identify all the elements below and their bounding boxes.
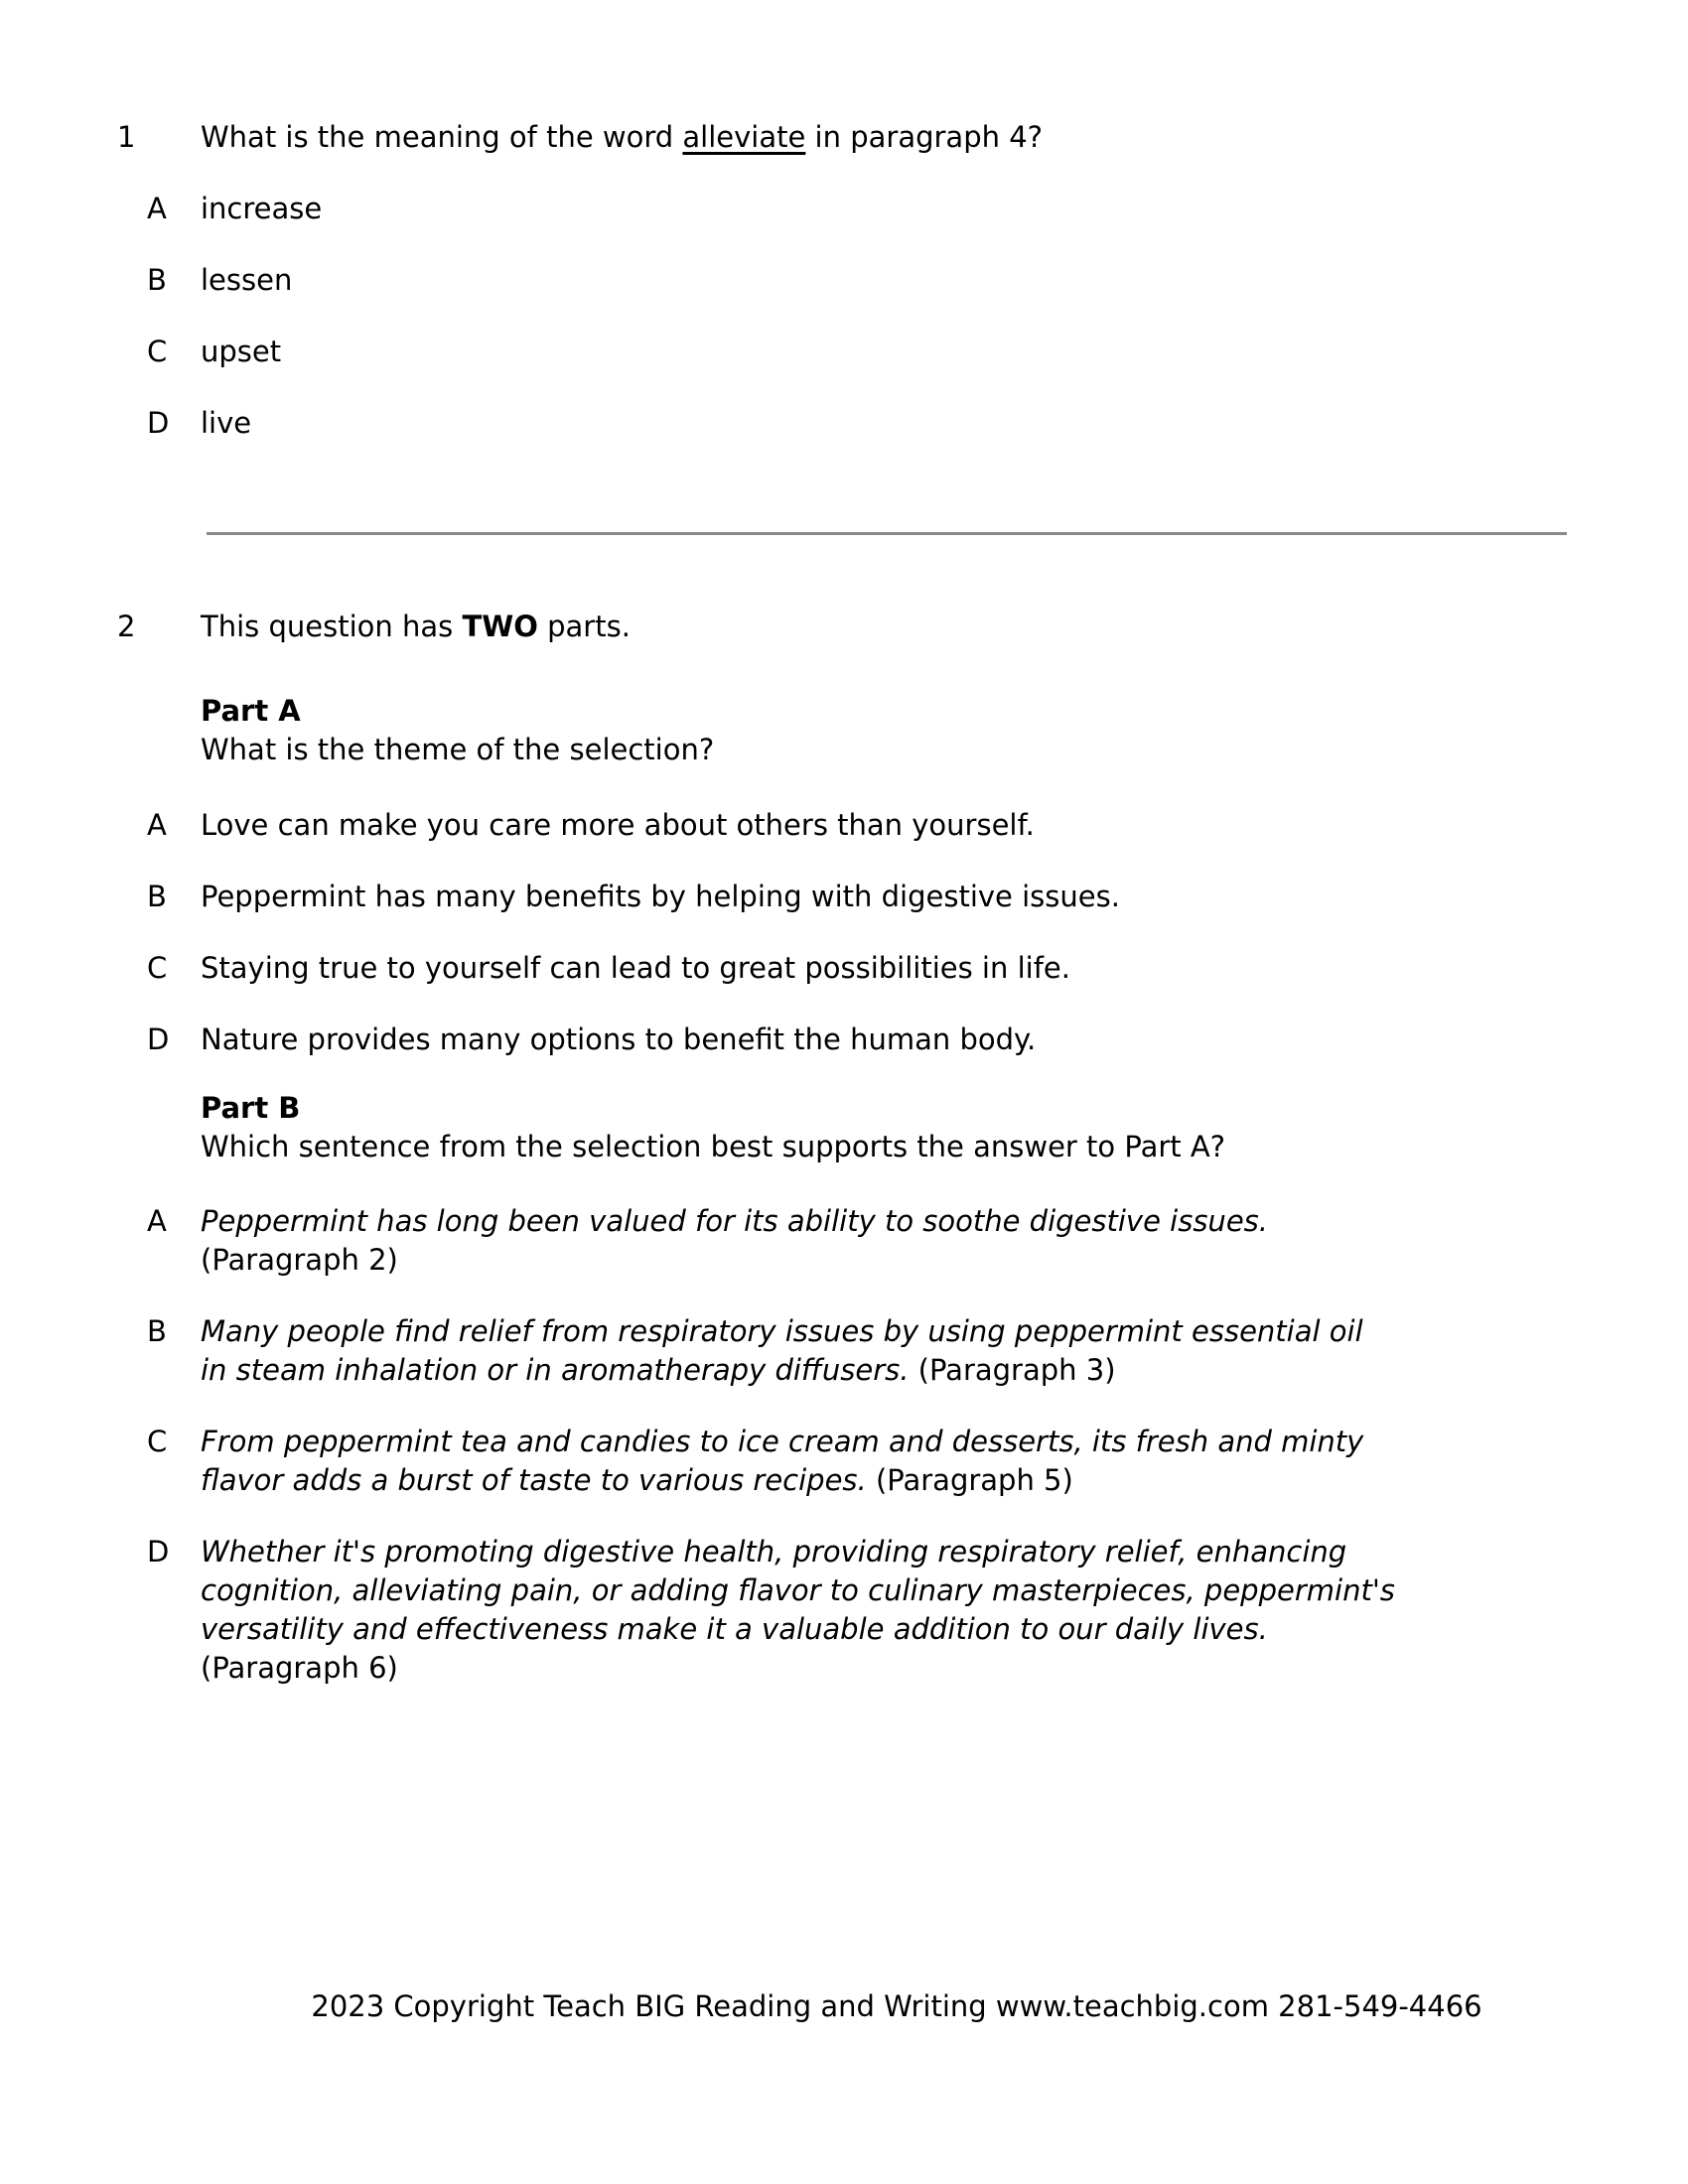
question-1-option-c: [147, 333, 1688, 371]
option-text: lessen: [201, 263, 293, 297]
option-text: Many people find relief from respiratory issues by using peppermint essential oil in steam inhalation or in aromatherapy diffusers. (Paragraph 3): [201, 1314, 1363, 1387]
option-text: Whether it's promoting digestive health, providing respiratory relief, enhancing cognition, alleviating pain, or adding flavor to culinary masterpieces, peppermint's versatility and effectiveness make it a valuable addition to our daily lives. (Paragraph 6): [201, 1535, 1395, 1685]
question-1-option-a: [147, 190, 1688, 228]
option-letter: D: [147, 1023, 170, 1056]
option-letter: A: [147, 808, 167, 842]
option-text: Staying true to yourself can lead to great possibilities in life.: [201, 951, 1070, 985]
question-2-prompt: [201, 608, 631, 646]
option-letter: A: [147, 1204, 167, 1238]
option-letter: C: [147, 335, 168, 368]
question-1-prompt: [201, 118, 1043, 157]
part-b-heading: Part B: [201, 1091, 301, 1125]
option-text: Nature provides many options to benefit the human body.: [201, 1023, 1037, 1056]
part-a-option-a: [147, 806, 1688, 845]
option-text: live: [201, 406, 252, 440]
question-1: [117, 118, 1688, 157]
part-a-option-d: [147, 1021, 1688, 1059]
question-2-prompt-suffix: parts.: [537, 610, 631, 643]
option-text: Love can make you care more about others than yourself.: [201, 808, 1035, 842]
part-a-heading: Part A: [201, 694, 301, 728]
option-text: upset: [201, 335, 282, 368]
option-letter: C: [147, 1425, 168, 1458]
option-letter: A: [147, 192, 167, 225]
option-letter: B: [147, 880, 167, 913]
option-text: Peppermint has long been valued for its ability to soothe digestive issues. (Paragraph 2): [201, 1204, 1268, 1277]
question-1-option-b: [147, 261, 1688, 300]
part-b-option-a: [147, 1202, 1688, 1280]
question-1-underlined-word: alleviate: [682, 120, 806, 154]
copyright-footer: 2023 Copyright Teach BIG Reading and Writing www.teachbig.com 281-549-4466: [311, 1989, 1482, 2023]
question-2-number: 2: [117, 610, 136, 643]
part-a-option-c: [147, 949, 1688, 988]
option-text: increase: [201, 192, 323, 225]
option-text: From peppermint tea and candies to ice cream and desserts, its fresh and minty flavor adds a burst of taste to various recipes. (Paragraph 5): [201, 1425, 1364, 1497]
option-letter: B: [147, 263, 167, 297]
part-a-header: [201, 692, 1688, 769]
part-b-option-c: [147, 1423, 1688, 1500]
option-letter: D: [147, 1535, 170, 1569]
option-letter: B: [147, 1314, 167, 1348]
question-1-number: 1: [117, 120, 136, 154]
option-letter: C: [147, 951, 168, 985]
question-1-option-d: [147, 404, 1688, 443]
part-b-option-b: [147, 1312, 1688, 1390]
part-a-question: What is the theme of the selection?: [201, 733, 715, 766]
section-divider: [207, 532, 1567, 535]
part-b-question: Which sentence from the selection best supports the answer to Part A?: [201, 1130, 1226, 1163]
part-b-header: [201, 1089, 1688, 1166]
question-2-prompt-prefix: This question has: [201, 610, 463, 643]
question-1-prompt-prefix: What is the meaning of the word: [201, 120, 683, 154]
question-1-prompt-suffix: in paragraph 4?: [805, 120, 1044, 154]
part-b-option-d: [147, 1533, 1688, 1688]
question-2: [117, 608, 1688, 646]
option-letter: D: [147, 406, 170, 440]
option-text: Peppermint has many benefits by helping with digestive issues.: [201, 880, 1120, 913]
part-a-option-b: [147, 878, 1688, 916]
question-2-prompt-bold: TWO: [462, 610, 538, 643]
